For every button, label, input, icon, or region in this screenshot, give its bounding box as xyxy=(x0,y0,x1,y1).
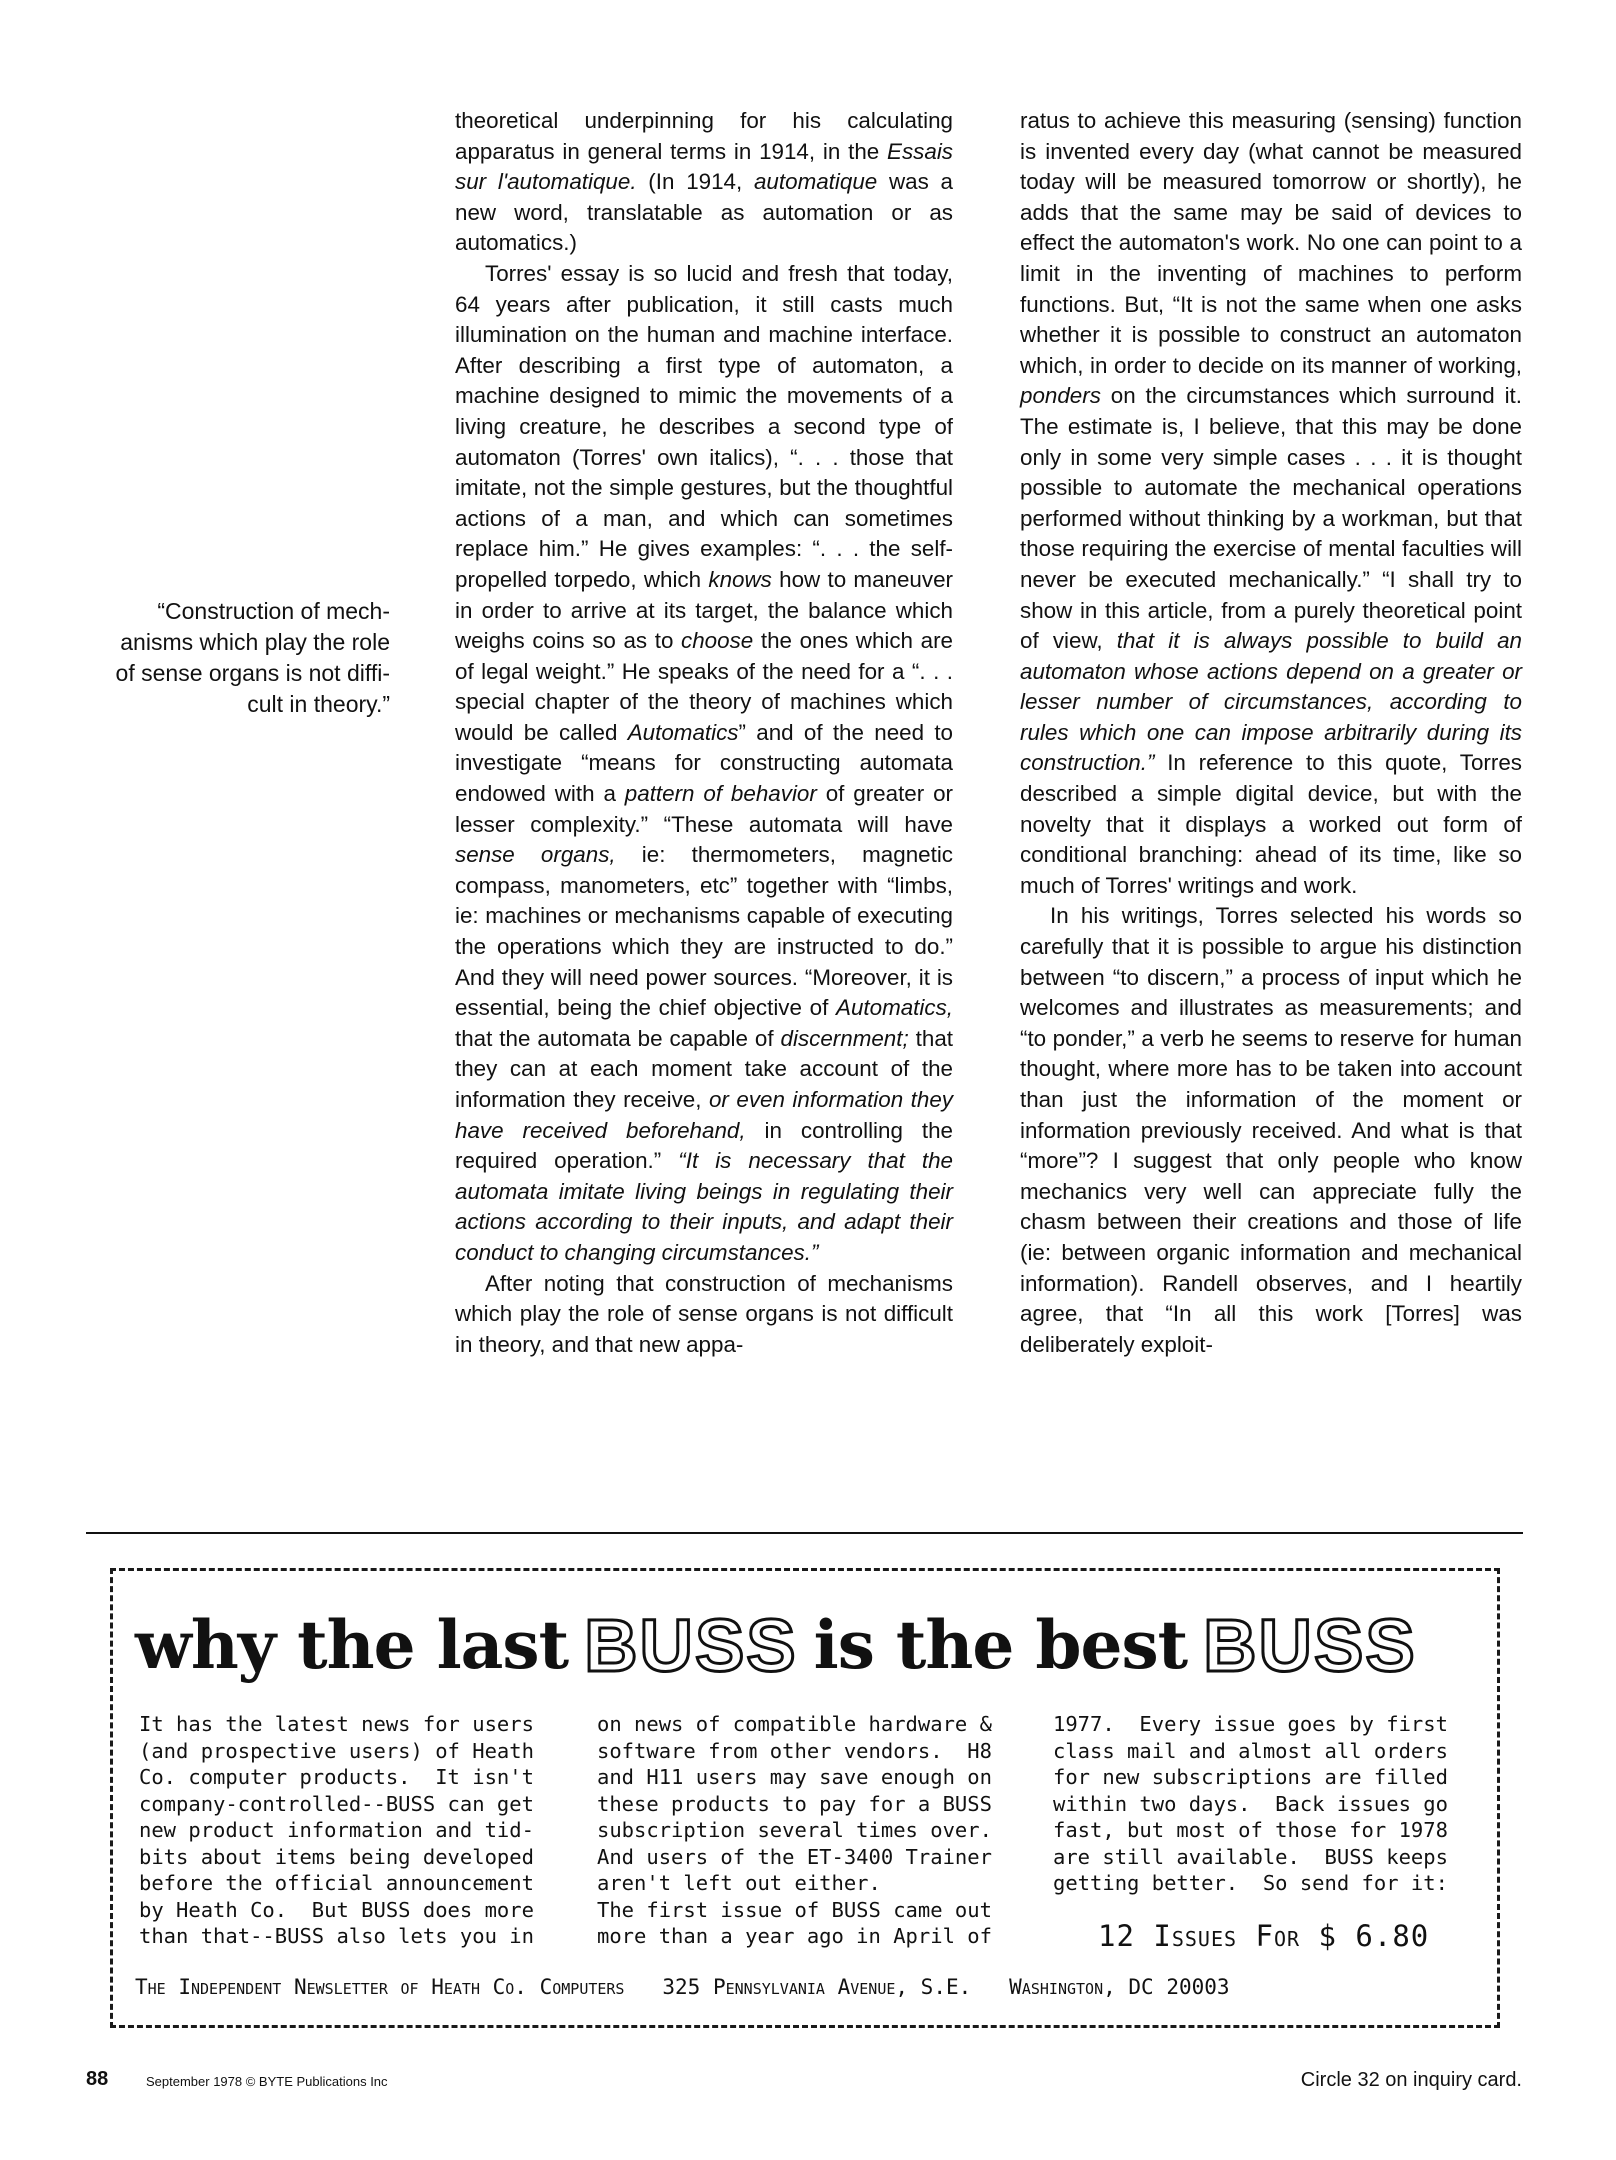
paragraph: After noting that construction of mechanisms which play the role of sense organs is not difficult in theory, and that new appa- xyxy=(455,1270,953,1357)
ad-headline: why the last BUSS is the best BUSS xyxy=(135,1603,1417,1687)
article-column-1 xyxy=(455,106,953,1360)
ad-text-column-3: 1977. Every issue goes by first class mail and almost all orders for new subscriptions are filled within two days. Back issues go fast, but most of those for 1978 are still available. BUSS keeps getting better. So send for it: xyxy=(1053,1712,1448,1895)
ad-price: 12 Issues For $ 6.80 xyxy=(1098,1919,1430,1953)
pullquote-line: of sense organs is not diffi- xyxy=(115,660,390,686)
inquiry-card-note: Circle 32 on inquiry card. xyxy=(1300,2069,1522,2091)
paragraph: theoretical underpinning for his calculating apparatus in general terms in 1914, in the Essais sur l'automatique. (In 1914, automatique was a new word, translatable as automation or as automatics.) xyxy=(455,108,954,256)
pullquote-line: “Construction of mech- xyxy=(157,598,390,624)
paragraph: ratus to achieve this measuring (sensing) function is invented every day (what cannot be measured today will be measured tomorrow or shortly), he adds that the same may be said of devices to effect the automaton's work. No one can point to a limit in the inventing of machines to perform functions. But, “It is not the same when one asks whether it is possible to construct an automaton which, in order to decide on its manner of working, ponders on the circumstances which surround it. The estimate is, I believe, that this may be done only in some very simple cases . . . it is thought possible to automate the mechanical operations performed without thinking by a workman, but that those requiring the exercise of mental faculties will never be executed mechanically.” “I shall try to show in this article, from a purely theoretical point of view, that it is always possible to build an automaton whose actions depend on a greater or lesser number of circumstances, according to rules which one can impose arbitrarily during its construction.” In reference to this quote, Torres described a simple digital device, but with the novelty that it displays a worked out form of conditional branching: ahead of its time, like so much of Torres' writings and work. xyxy=(1020,108,1522,898)
article-column-2 xyxy=(1020,106,1522,1360)
pullquote-line: anisms which play the role xyxy=(120,629,390,655)
pullquote-line: cult in theory.” xyxy=(247,691,390,717)
pullquote xyxy=(100,596,390,720)
buss-logo: BUSS xyxy=(584,1603,798,1687)
page-number: 88 xyxy=(86,2068,109,2090)
ad-text-column-1: It has the latest news for users (and prospective users) of Heath Co. computer products. It isn't company-controlled--BUSS can get new product information and tid- bits about items being developed before the official announcement by Heath Co. But BUSS does more than that--BUSS also lets you in xyxy=(139,1712,534,1948)
ad-text-column-2: on news of compatible hardware & software from other vendors. H8 and H11 users may save enough on these products to pay for a BUSS subscription several times over. And users of the ET-3400 Trainer aren't left out either. The first issue of BUSS came out more than a year ago in April of xyxy=(597,1712,992,1948)
buss-advertisement xyxy=(110,1568,1500,2028)
publication-date: September 1978 © BYTE Publications Inc xyxy=(146,2074,388,2089)
paragraph: In his writings, Torres selected his words so carefully that it is possible to argue his distinction between “to discern,” a process of input which he welcomes and illustrates as measurements; and “to ponder,” a verb he seems to reserve for human thought, where more has to be taken into account than just the information of the moment or information previously received. And what is that “more”? I suggest that only people who know mechanics very well can appreciate fully the chasm between their creations and those of life (ie: between organic information and mechanical information). Randell observes, and I heartily agree, that “In all this work [Torres] was deliberately exploit- xyxy=(1020,903,1522,1357)
paragraph: Torres' essay is so lucid and fresh that today, 64 years after publication, it still casts much illumination on the human and machine interface. After describing a first type of automaton, a machine designed to mimic the movements of a living creature, he describes a second type of automaton (Torres' own italics), “. . . those that imitate, not the simple gestures, but the thoughtful actions of a man, and which can sometimes replace him.” He gives examples: “. . . the self-propelled torpedo, which knows how to maneuver in order to arrive at its target, the balance which weighs coins so as to choose the ones which are of legal weight.” He speaks of the need for a “. . . special chapter of the theory of machines which would be called Automatics” and of the need to investigate “means for constructing automata endowed with a pattern of behavior of greater or lesser complexity.” “These automata will have sense organs, ie: thermometers, magnetic compass, manometers, etc” together with “limbs, ie: machines or mechanisms capable of executing the operations which they are instructed to do.” And they will need power sources. “Moreover, it is essential, being the chief objective of Automatics, that the automata be capable of discernment; that they can at each moment take account of the information they receive, or even information they have received beforehand, in controlling the required operation.” “It is necessary that the automata imitate living beings in regulating their actions according to their inputs, and adapt their conduct to changing circumstances.” xyxy=(455,260,954,1265)
ad-address: The Independent Newsletter of Heath Co. Computers 325 Pennsylvania Avenue, S.E. Washington, DC 20003 xyxy=(135,1975,1230,1999)
buss-logo: BUSS xyxy=(1203,1603,1417,1687)
divider-rule xyxy=(86,1532,1523,1534)
